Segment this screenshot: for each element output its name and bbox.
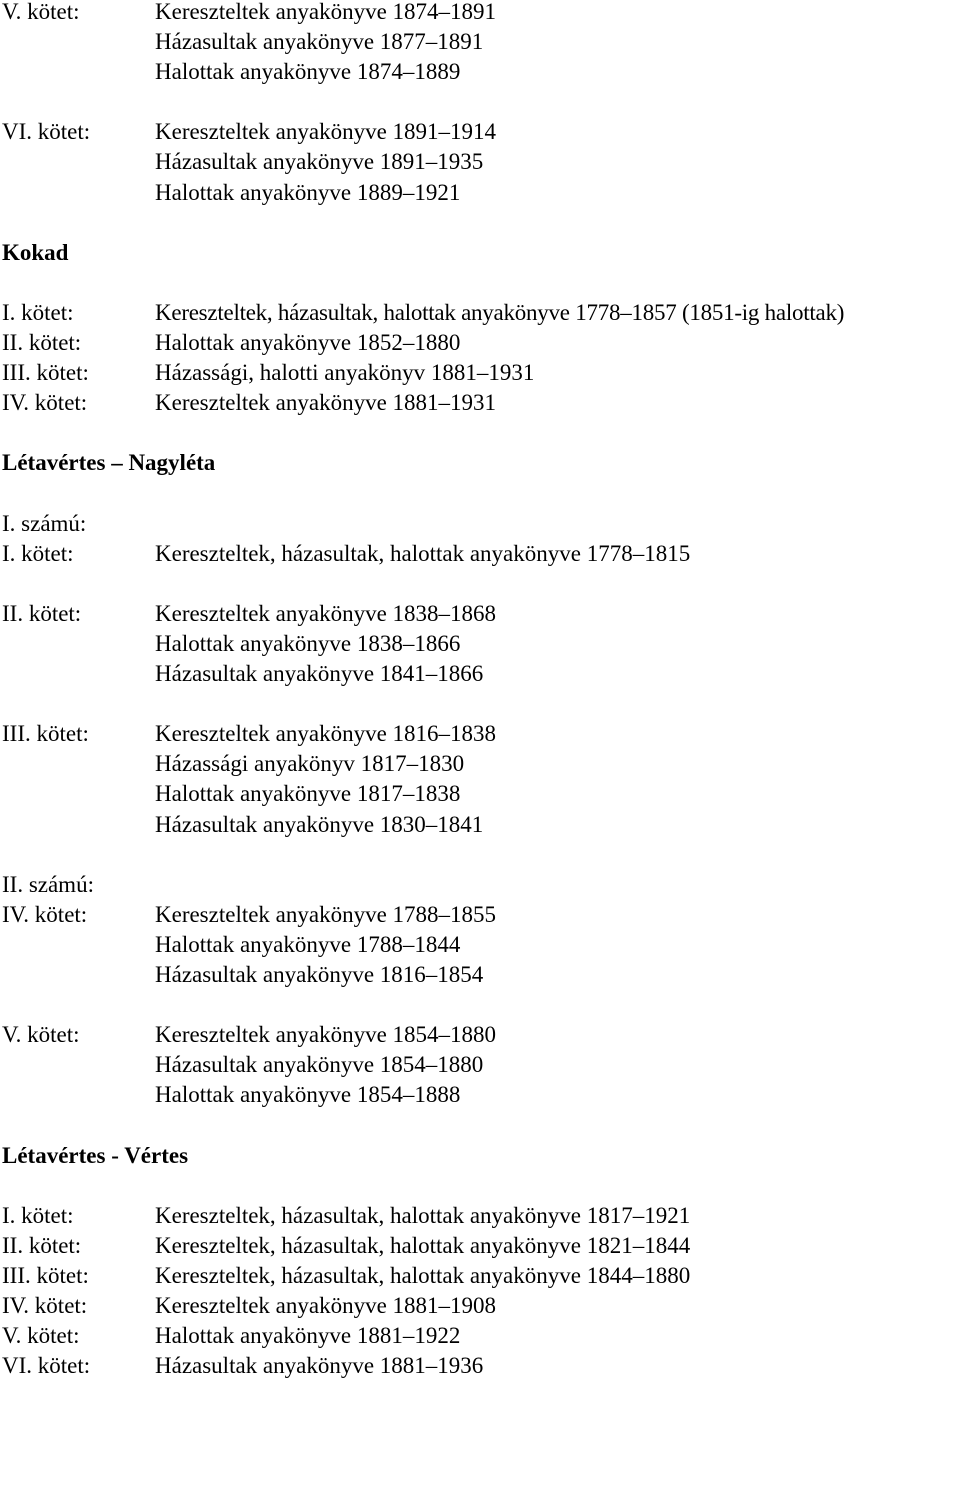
register-entry: Házassági, halotti anyakönyv 1881–1931	[155, 360, 535, 386]
volume-row	[0, 117, 960, 147]
volume-row	[0, 629, 960, 659]
volume-row	[0, 659, 960, 689]
register-entry: Kereszteltek anyakönyve 1874–1891	[155, 0, 497, 24]
volume-row	[0, 539, 960, 569]
volume-label: II. kötet:	[2, 1232, 82, 1258]
volume-row	[0, 1261, 960, 1291]
register-section-vertes	[0, 1141, 960, 1382]
volume-row	[0, 1351, 960, 1381]
volume-block-ii	[0, 599, 960, 689]
register-entry: Halottak anyakönyve 1889–1921	[155, 179, 461, 205]
register-entry: Halottak anyakönyve 1874–1889	[155, 59, 461, 85]
volume-block-v	[0, 1020, 960, 1110]
register-entry: Házasultak anyakönyve 1881–1936	[155, 1353, 484, 1379]
register-entry: Halottak anyakönyve 1852–1880	[155, 330, 461, 356]
volume-label: I. kötet:	[2, 540, 74, 566]
volume-label: III. kötet:	[2, 721, 89, 747]
volume-row	[0, 1321, 960, 1351]
volume-label: V. kötet:	[2, 0, 80, 24]
volume-label: II. kötet:	[2, 600, 82, 626]
register-entry: Halottak anyakönyve 1838–1866	[155, 630, 461, 656]
volume-label: V. kötet:	[2, 1323, 80, 1349]
volume-row	[0, 810, 960, 840]
volume-block-iii	[0, 719, 960, 839]
volume-row	[0, 960, 960, 990]
volume-label: I. kötet:	[2, 1202, 74, 1228]
volume-row	[0, 719, 960, 749]
section-heading: Létavértes – Nagyléta	[2, 450, 216, 476]
register-entry: Házasultak anyakönyve 1830–1841	[155, 811, 484, 837]
register-entry: Kereszteltek anyakönyve 1854–1880	[155, 1022, 497, 1048]
register-section-nagyleta	[0, 448, 960, 1110]
volume-row	[0, 599, 960, 629]
register-entry: Kereszteltek anyakönyve 1788–1855	[155, 901, 497, 927]
register-entry: Kereszteltek anyakönyve 1816–1838	[155, 721, 497, 747]
register-entry: Kereszteltek, házasultak, halottak anyakönyve 1844–1880	[155, 1262, 691, 1288]
volume-block-v	[0, 0, 960, 87]
volume-row	[0, 1080, 960, 1110]
subgroup-label: I. számú:	[2, 510, 87, 536]
register-entry: Kereszteltek anyakönyve 1891–1914	[155, 119, 497, 145]
register-entry: Kereszteltek anyakönyve 1838–1868	[155, 600, 497, 626]
volume-label: IV. kötet:	[2, 390, 88, 416]
register-section-kokad	[0, 238, 960, 419]
volume-row	[0, 328, 960, 358]
register-section-continued	[0, 0, 960, 208]
register-entry: Házasultak anyakönyve 1877–1891	[155, 29, 484, 55]
volume-label: IV. kötet:	[2, 1293, 88, 1319]
section-heading: Kokad	[2, 239, 69, 265]
volume-label: V. kötet:	[2, 1022, 80, 1048]
register-entry: Házasultak anyakönyve 1841–1866	[155, 661, 484, 687]
volume-label: III. kötet:	[2, 1262, 89, 1288]
volume-row	[0, 358, 960, 388]
volume-row	[0, 0, 960, 27]
volume-row	[0, 1050, 960, 1080]
volume-label: VI. kötet:	[2, 119, 91, 145]
register-entry: Kereszteltek, házasultak, halottak anyakönyve 1778–1857 (1851-ig halottak)	[155, 299, 845, 325]
volume-label: IV. kötet:	[2, 901, 88, 927]
register-entry: Kereszteltek anyakönyve 1881–1908	[155, 1293, 497, 1319]
volume-row	[0, 1201, 960, 1231]
register-entry: Kereszteltek anyakönyve 1881–1931	[155, 390, 497, 416]
register-entry: Halottak anyakönyve 1817–1838	[155, 781, 461, 807]
volume-row	[0, 298, 960, 328]
volume-row	[0, 57, 960, 87]
volume-row	[0, 178, 960, 208]
volume-label: VI. kötet:	[2, 1353, 91, 1379]
volume-row	[0, 779, 960, 809]
volume-row	[0, 27, 960, 57]
register-entry: Kereszteltek, házasultak, halottak anyakönyve 1821–1844	[155, 1232, 691, 1258]
register-entry: Házasultak anyakönyve 1891–1935	[155, 149, 484, 175]
register-entry: Házasultak anyakönyve 1816–1854	[155, 962, 484, 987]
section-heading: Létavértes - Vértes	[2, 1142, 189, 1168]
volume-label: I. kötet:	[2, 299, 74, 325]
register-entry: Halottak anyakönyve 1881–1922	[155, 1323, 461, 1349]
volume-row	[0, 1291, 960, 1321]
register-entry: Házassági anyakönyv 1817–1830	[155, 751, 465, 777]
register-entry: Kereszteltek, házasultak, halottak anyakönyve 1778–1815	[155, 540, 691, 566]
volume-row	[0, 147, 960, 177]
subgroup-label: II. számú:	[2, 871, 94, 897]
volume-row	[0, 1231, 960, 1261]
volume-row	[0, 388, 960, 418]
volume-label: III. kötet:	[2, 360, 89, 386]
register-entry: Házasultak anyakönyve 1854–1880	[155, 1052, 484, 1078]
register-entry: Halottak anyakönyve 1854–1888	[155, 1082, 461, 1108]
volume-row	[0, 1020, 960, 1050]
register-entry: Kereszteltek, házasultak, halottak anyakönyve 1817–1921	[155, 1202, 691, 1228]
volume-block-iv	[0, 900, 960, 990]
volume-row	[0, 749, 960, 779]
volume-block-vi	[0, 117, 960, 207]
volume-row	[0, 900, 960, 930]
volume-label: II. kötet:	[2, 330, 82, 356]
register-entry: Halottak anyakönyve 1788–1844	[155, 931, 461, 957]
volume-row	[0, 930, 960, 960]
